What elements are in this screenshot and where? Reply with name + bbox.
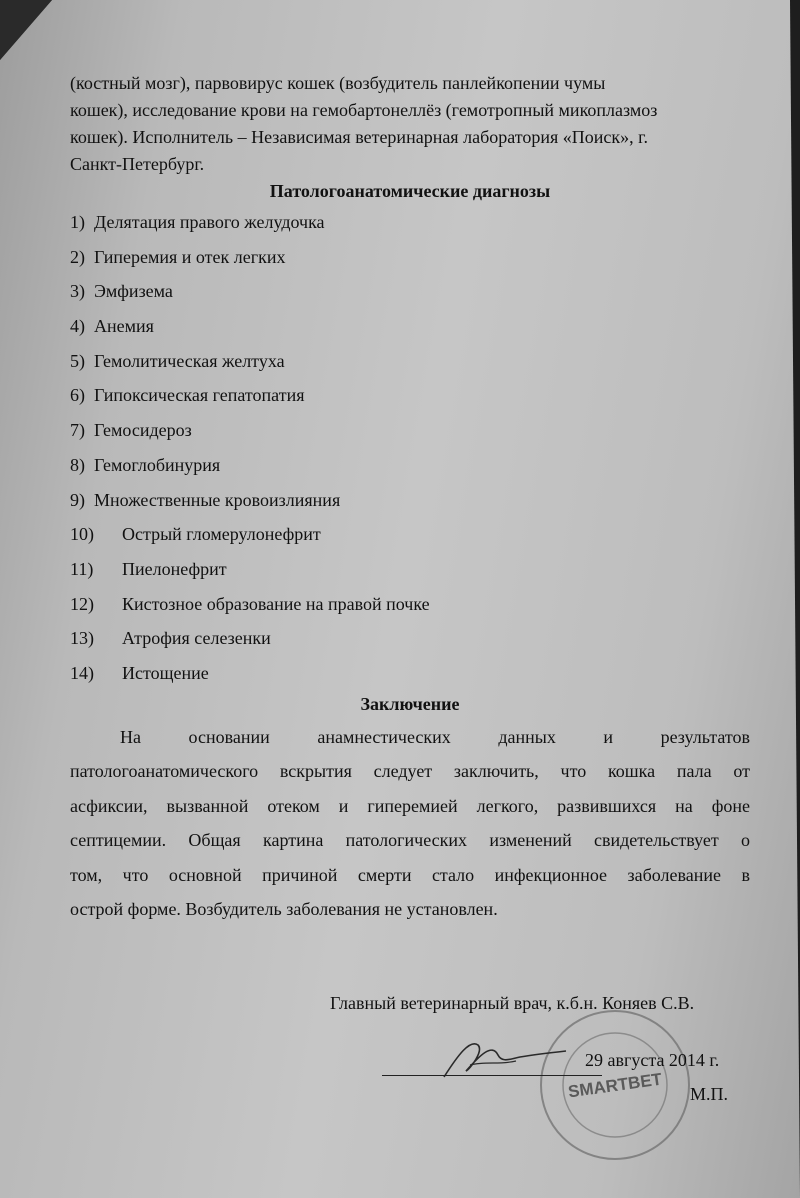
item-number: 1) (70, 212, 85, 232)
document-date: 29 августа 2014 г. (585, 1050, 720, 1070)
list-item (70, 413, 750, 448)
intro-line: (костный мозг), парвовирус кошек (возбудитель панлейкопении чумы (70, 73, 606, 93)
list-item (70, 344, 750, 379)
item-number: 9) (70, 489, 85, 510)
item-number: 7) (70, 420, 85, 441)
item-text: Эмфизема (94, 281, 173, 302)
conclusion-line: септицемии. Общая картина патологических изменений свидетельствует о (70, 830, 750, 851)
item-number: 8) (70, 454, 85, 475)
item-number: 14) (70, 662, 94, 683)
item-text: Острый гломерулонефрит (122, 524, 321, 545)
conclusion-line: том, что основной причиной смерти стало инфекционное заболевание в (70, 864, 750, 885)
list-item (70, 552, 750, 587)
item-number: 3) (70, 281, 85, 302)
list-item (70, 587, 750, 622)
list-item (70, 621, 750, 656)
seal-place-label: М.П. (690, 1084, 729, 1104)
item-text: Гиперемия и отек легких (94, 246, 286, 267)
list-item (70, 378, 750, 413)
item-text: Гемосидероз (94, 420, 192, 441)
item-text: Множественные кровоизлияния (94, 489, 341, 510)
stamp-text: SMARTBET (566, 1069, 664, 1102)
item-text: Кистозное образование на правой почке (122, 593, 430, 614)
item-number: 4) (70, 316, 85, 337)
item-number: 5) (70, 350, 85, 371)
list-item (70, 483, 750, 518)
conclusion-line: острой форме. Возбудитель заболевания не установлен. (70, 899, 498, 920)
item-text: Делятация правого желудочка (94, 212, 325, 232)
list-item (70, 517, 750, 552)
list-item (70, 309, 750, 344)
item-text: Гипоксическая гепатопатия (94, 385, 305, 406)
item-number: 2) (70, 246, 85, 267)
diagnoses-list (70, 205, 750, 691)
signer-name: Главный ветеринарный врач, к.б.н. Коняев С.В. (330, 993, 695, 1013)
conclusion-paragraph (70, 720, 750, 927)
list-item (70, 656, 750, 691)
intro-paragraph (70, 70, 750, 178)
handwritten-signature (440, 1025, 570, 1090)
conclusion-heading: Заключение (360, 693, 460, 714)
conclusion-line: На основании анамнестических данных и результатов (120, 726, 750, 747)
item-number: 6) (70, 385, 85, 406)
intro-line: кошек). Исполнитель – Независимая ветеринарная лаборатория «Поиск», г. (70, 127, 649, 147)
intro-line: кошек), исследование крови на гемобартонеллёз (гемотропный микоплазмоз (70, 100, 658, 120)
item-text: Истощение (122, 662, 209, 683)
signature-line (382, 1075, 602, 1076)
item-number: 11) (70, 558, 94, 579)
item-text: Гемоглобинурия (94, 454, 221, 475)
document-body (70, 70, 750, 927)
item-text: Гемолитическая желтуха (94, 350, 285, 371)
list-item (70, 205, 750, 240)
list-item (70, 274, 750, 309)
item-text: Пиелонефрит (122, 558, 227, 579)
item-number: 10) (70, 524, 94, 545)
item-text: Анемия (94, 316, 154, 337)
diagnoses-heading: Патологоанатомические диагнозы (269, 181, 551, 201)
list-item (70, 240, 750, 275)
conclusion-line: асфиксии, вызванной отеком и гиперемией легкого, развившихся на фоне (70, 795, 750, 816)
item-number: 12) (70, 593, 94, 614)
item-text: Атрофия селезенки (122, 628, 271, 649)
intro-line: Санкт-Петербург. (70, 154, 205, 174)
conclusion-line: патологоанатомического вскрытия следует заключить, что кошка пала от (70, 761, 750, 782)
item-number: 13) (70, 628, 94, 649)
list-item (70, 448, 750, 483)
